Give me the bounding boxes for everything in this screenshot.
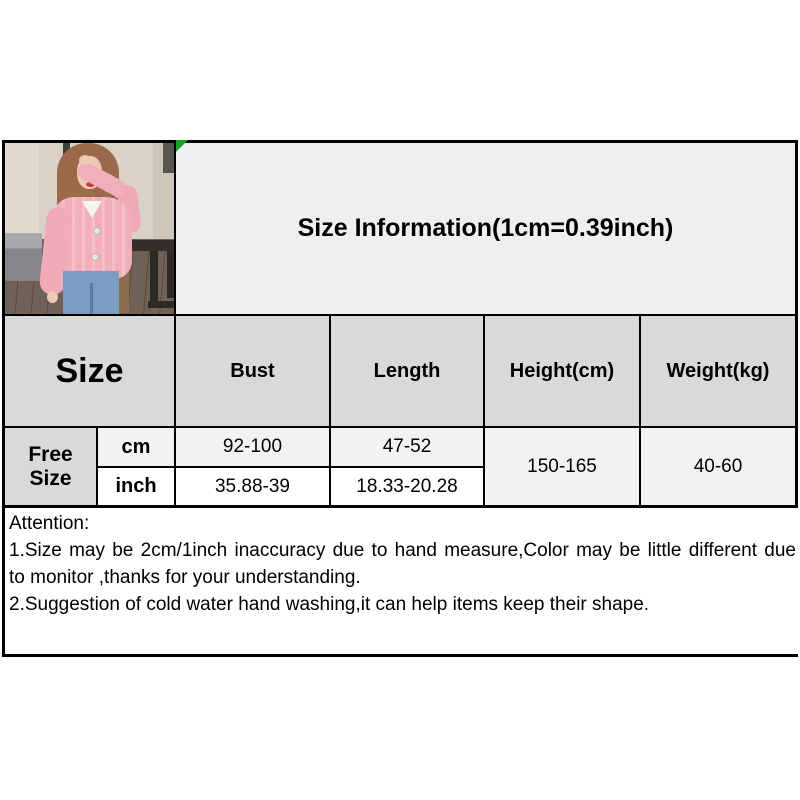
jeans-seam-shape (90, 283, 93, 314)
cell-height: 150-165 (485, 428, 641, 505)
button-shape (93, 227, 101, 235)
cell-length-inch: 18.33-20.28 (331, 468, 485, 505)
cell-length-cm: 47-52 (331, 428, 485, 468)
button-shape (91, 253, 99, 261)
header-size: Size (5, 316, 176, 428)
attention-line: 2.Suggestion of cold water hand washing,it can help items keep their shape. (9, 594, 650, 615)
model-photo (5, 143, 174, 314)
attention-line: to monitor ,thanks for your understanding. (9, 567, 361, 588)
row-label-free-size: Free Size (5, 428, 98, 505)
corner-object-shape (163, 143, 174, 173)
ottoman-shape (5, 233, 42, 281)
cell-weight: 40-60 (641, 428, 795, 505)
header-height: Height(cm) (485, 316, 641, 428)
attention-title: Attention: (9, 513, 90, 534)
wall-panel-shape (5, 143, 39, 239)
hand-shape (47, 291, 58, 303)
size-chart-table (2, 140, 798, 508)
header-length: Length (331, 316, 485, 428)
cell-bust-inch: 35.88-39 (176, 468, 331, 505)
bench-foot-shape (148, 301, 174, 308)
attention-note (2, 508, 798, 657)
header-weight: Weight(kg) (641, 316, 795, 428)
hand-shape (79, 155, 91, 165)
green-corner-marker-icon (176, 140, 188, 152)
cell-bust-cm: 92-100 (176, 428, 331, 468)
bench-leg-shape (150, 251, 158, 307)
bench-leg-shape (167, 251, 174, 298)
product-photo-cell (5, 143, 176, 316)
size-info-title: Size Information(1cm=0.39inch) (176, 143, 795, 316)
unit-label-inch: inch (98, 468, 176, 505)
header-bust: Bust (176, 316, 331, 428)
attention-line: 1.Size may be 2cm/1inch inaccuracy due to hand measure,Color may be little different due (9, 540, 796, 561)
unit-label-cm: cm (98, 428, 176, 468)
